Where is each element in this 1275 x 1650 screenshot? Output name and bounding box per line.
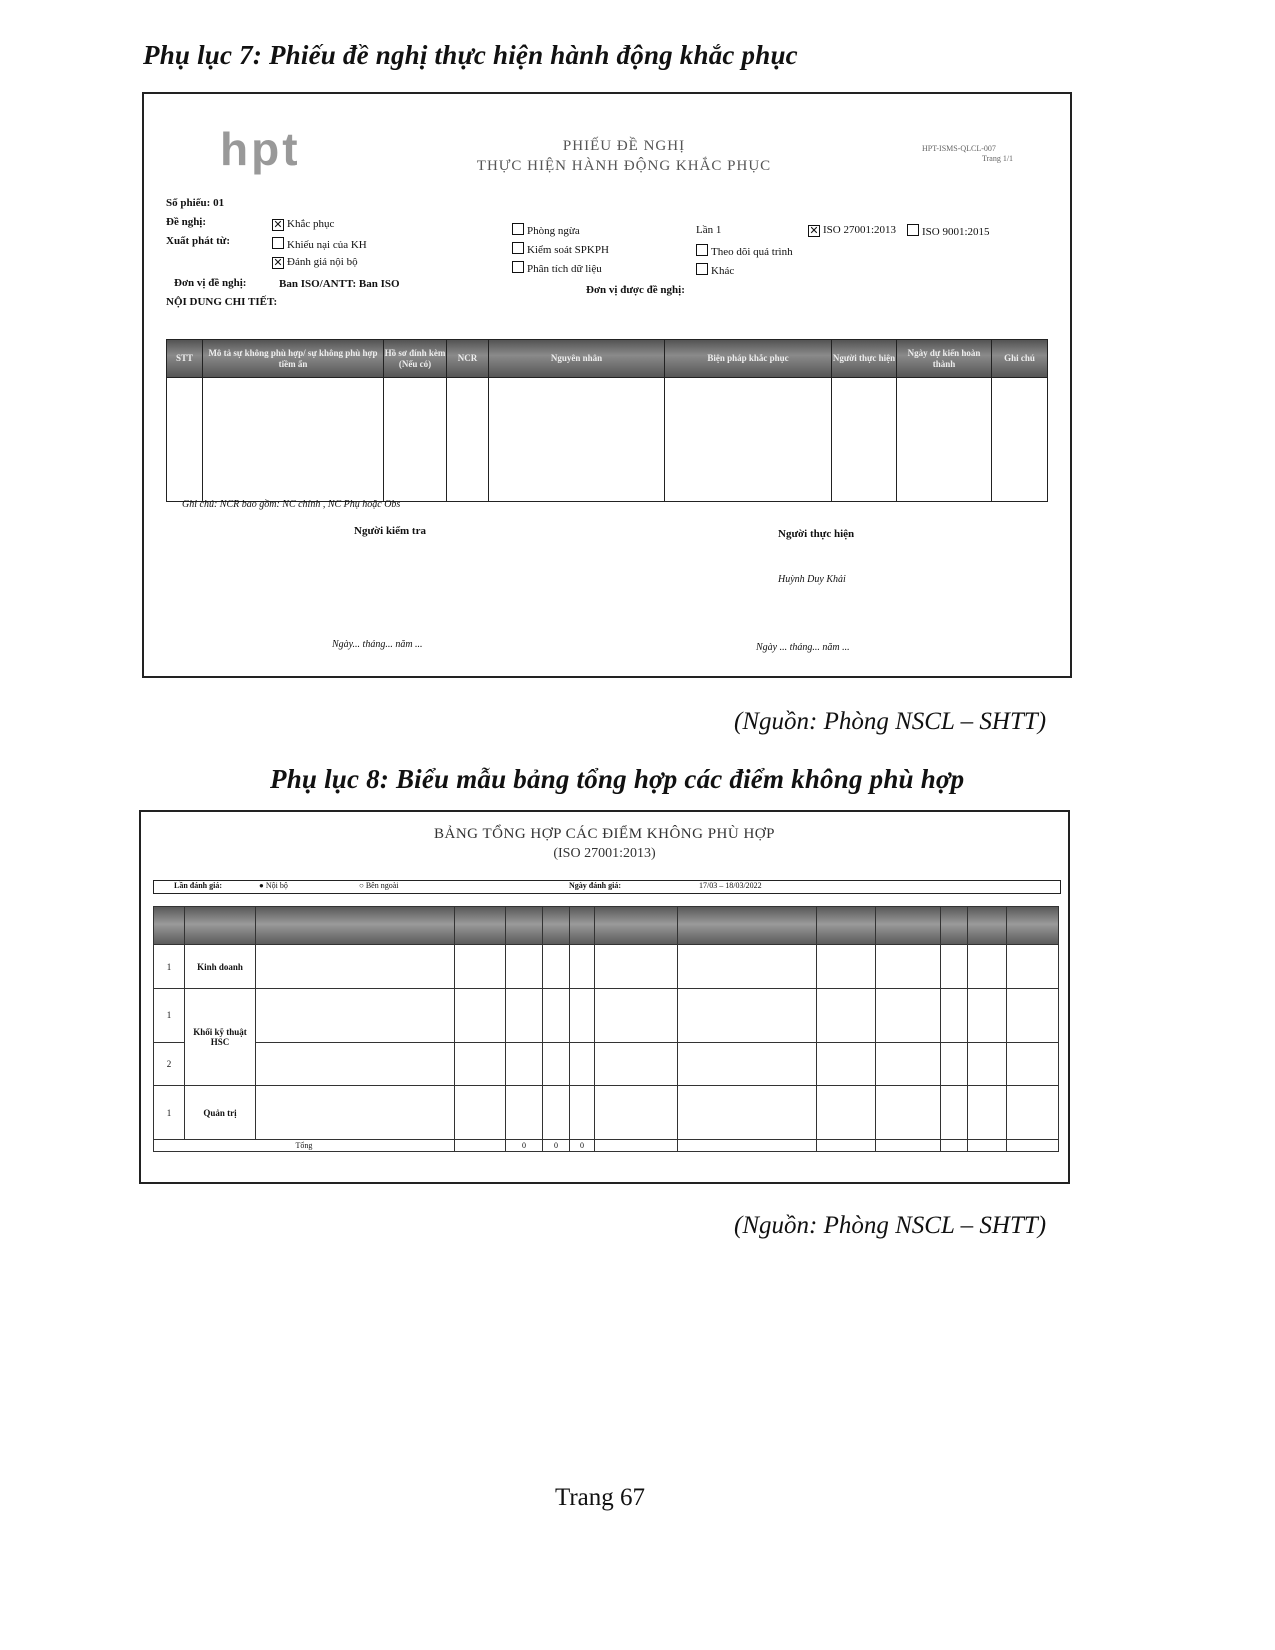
- header-attachment: Hồ sơ đính kèm (Nếu có): [384, 340, 447, 378]
- total-label: Tổng: [154, 1139, 455, 1151]
- header-col: [817, 907, 876, 945]
- signer-name: Huỳnh Duy Khải: [778, 574, 846, 585]
- checkbox-danh-gia-noi-bo[interactable]: ✕ Đánh giá nội bộ: [273, 256, 358, 269]
- form-page-ref: Trang 1/1: [982, 154, 1014, 163]
- checkbox-phong-ngua[interactable]: Phòng ngừa: [512, 223, 580, 237]
- appendix-7-title: Phụ lục 7: Phiếu đề nghị thực hiện hành động khắc phục: [143, 40, 798, 70]
- page-number: Trang 67: [554, 1484, 646, 1511]
- header-cause: Nguyên nhân: [489, 340, 665, 378]
- checkbox-empty-icon: [696, 244, 708, 256]
- checkbox-empty-icon: [512, 261, 524, 273]
- reviewer-label: Người kiểm tra: [354, 525, 426, 537]
- total-value: 0: [506, 1139, 543, 1151]
- summary-table: [153, 906, 1059, 1152]
- checkbox-iso-27001[interactable]: ✕ ISO 27001:2013: [809, 224, 897, 237]
- checkbox-khac-phuc[interactable]: ✕ Khắc phục: [273, 218, 335, 231]
- header-col: [595, 907, 678, 945]
- radio-internal[interactable]: ● Nội bộ: [259, 881, 288, 890]
- checkbox-kiem-soat[interactable]: Kiểm soát SPKPH: [512, 242, 609, 256]
- header-due-date: Ngày dự kiến hoàn thành: [897, 340, 992, 378]
- header-col: [506, 907, 543, 945]
- checkbox-empty-icon: [512, 223, 524, 235]
- table-cell[interactable]: [447, 378, 489, 502]
- corrective-action-table: [166, 339, 1048, 502]
- table-cell[interactable]: [832, 378, 897, 502]
- checkbox-khieu-nai[interactable]: Khiếu nại của KH: [272, 237, 367, 251]
- checkbox-empty-icon: [512, 242, 524, 254]
- checkbox-checked-icon: ✕: [273, 256, 283, 269]
- header-description: Mô tả sự không phù hợp/ sự không phù hợp tiềm ẩn: [203, 340, 384, 378]
- table-cell[interactable]: [665, 378, 832, 502]
- row-unit: Quản trị: [185, 1086, 256, 1140]
- hpt-logo: hpt: [220, 123, 301, 175]
- checkbox-iso-9001[interactable]: ISO 9001:2015: [907, 224, 990, 238]
- row-unit: Khối kỹ thuật HSC: [185, 989, 256, 1086]
- appendix-8-title: Phụ lục 8: Biểu mẫu bảng tổng hợp các điểm không phù hợp: [270, 764, 965, 794]
- header-col: [543, 907, 570, 945]
- header-col: [256, 907, 455, 945]
- table-cell[interactable]: [384, 378, 447, 502]
- total-value: 0: [543, 1139, 570, 1151]
- header-performer: Người thực hiện: [832, 340, 897, 378]
- form-title-line-1: PHIẾU ĐỀ NGHỊ: [562, 138, 686, 154]
- attempt-number: Lần 1: [696, 224, 722, 236]
- checkbox-checked-icon: ✕: [273, 218, 283, 231]
- performer-label: Người thực hiện: [778, 528, 855, 540]
- table-cell[interactable]: [167, 378, 203, 502]
- row-stt: 2: [154, 1042, 185, 1086]
- checkbox-theo-doi[interactable]: Theo dõi quá trình: [696, 244, 793, 258]
- evaluation-round-label: Lần đánh giá:: [174, 881, 223, 890]
- total-value: 0: [570, 1139, 595, 1151]
- radio-selected-icon: ●: [259, 881, 266, 890]
- origin-label: Xuất phát từ:: [166, 235, 231, 247]
- corrective-action-form: [142, 92, 1072, 678]
- header-ncr: NCR: [447, 340, 489, 378]
- header-col: [154, 907, 185, 945]
- header-col: [455, 907, 506, 945]
- row-stt: 1: [154, 1086, 185, 1140]
- row-stt: 1: [154, 945, 185, 989]
- table-cell[interactable]: [203, 378, 384, 502]
- radio-external[interactable]: ○ Bên ngoài: [359, 881, 399, 890]
- requesting-unit-label: Đơn vị đề nghị:: [174, 277, 247, 289]
- requested-unit-label: Đơn vị được đề nghị:: [586, 284, 685, 296]
- checkbox-empty-icon: [272, 237, 284, 249]
- ticket-number: Số phiếu: 01: [166, 197, 225, 209]
- header-col: [968, 907, 1007, 945]
- checkbox-khac[interactable]: Khác: [696, 263, 734, 277]
- form-code: HPT-ISMS-QLCL-007: [922, 144, 996, 153]
- header-col: [570, 907, 595, 945]
- checkbox-empty-icon: [907, 224, 919, 236]
- detail-content-heading: NỘI DUNG CHI TIẾT:: [166, 296, 278, 308]
- header-col: [185, 907, 256, 945]
- request-label: Đề nghị:: [166, 216, 207, 228]
- requesting-unit-value: Ban ISO/ANTT: Ban ISO: [279, 278, 400, 290]
- date-right: Ngày ... tháng... năm ...: [756, 642, 850, 653]
- row-unit: Kinh doanh: [185, 945, 256, 989]
- evaluation-date-value: 17/03 – 18/03/2022: [699, 881, 762, 890]
- header-stt: STT: [167, 340, 203, 378]
- evaluation-date-label: Ngày đánh giá:: [569, 881, 622, 890]
- header-col: [1007, 907, 1059, 945]
- checkbox-checked-icon: ✕: [809, 224, 819, 237]
- header-note: Ghi chú: [992, 340, 1048, 378]
- table-cell[interactable]: [489, 378, 665, 502]
- appendix-7-source: (Nguồn: Phòng NSCL – SHTT): [734, 708, 1047, 735]
- checkbox-empty-icon: [696, 263, 708, 275]
- header-col: [876, 907, 941, 945]
- summary-table-subtitle: (ISO 27001:2013): [553, 846, 656, 861]
- summary-table-title: BẢNG TỔNG HỢP CÁC ĐIỂM KHÔNG PHÙ HỢP: [434, 826, 775, 842]
- header-corrective-measure: Biện pháp khắc phục: [665, 340, 832, 378]
- header-col: [678, 907, 817, 945]
- nonconformity-summary-form: [139, 810, 1070, 1184]
- radio-empty-icon: ○: [359, 881, 366, 890]
- evaluation-info-bar: [153, 880, 1061, 894]
- header-col: [941, 907, 968, 945]
- ncr-note: Ghi chú: NCR bao gồm: NC chính , NC Phụ hoặc Obs: [182, 499, 401, 510]
- checkbox-phan-tich[interactable]: Phân tích dữ liệu: [512, 261, 602, 275]
- date-left: Ngày... tháng... năm ...: [332, 639, 423, 650]
- table-cell[interactable]: [992, 378, 1048, 502]
- table-cell[interactable]: [897, 378, 992, 502]
- row-stt: 1: [154, 989, 185, 1043]
- appendix-8-source: (Nguồn: Phòng NSCL – SHTT): [734, 1212, 1047, 1239]
- form-title-line-2: THỰC HIỆN HÀNH ĐỘNG KHẮC PHỤC: [476, 158, 772, 174]
